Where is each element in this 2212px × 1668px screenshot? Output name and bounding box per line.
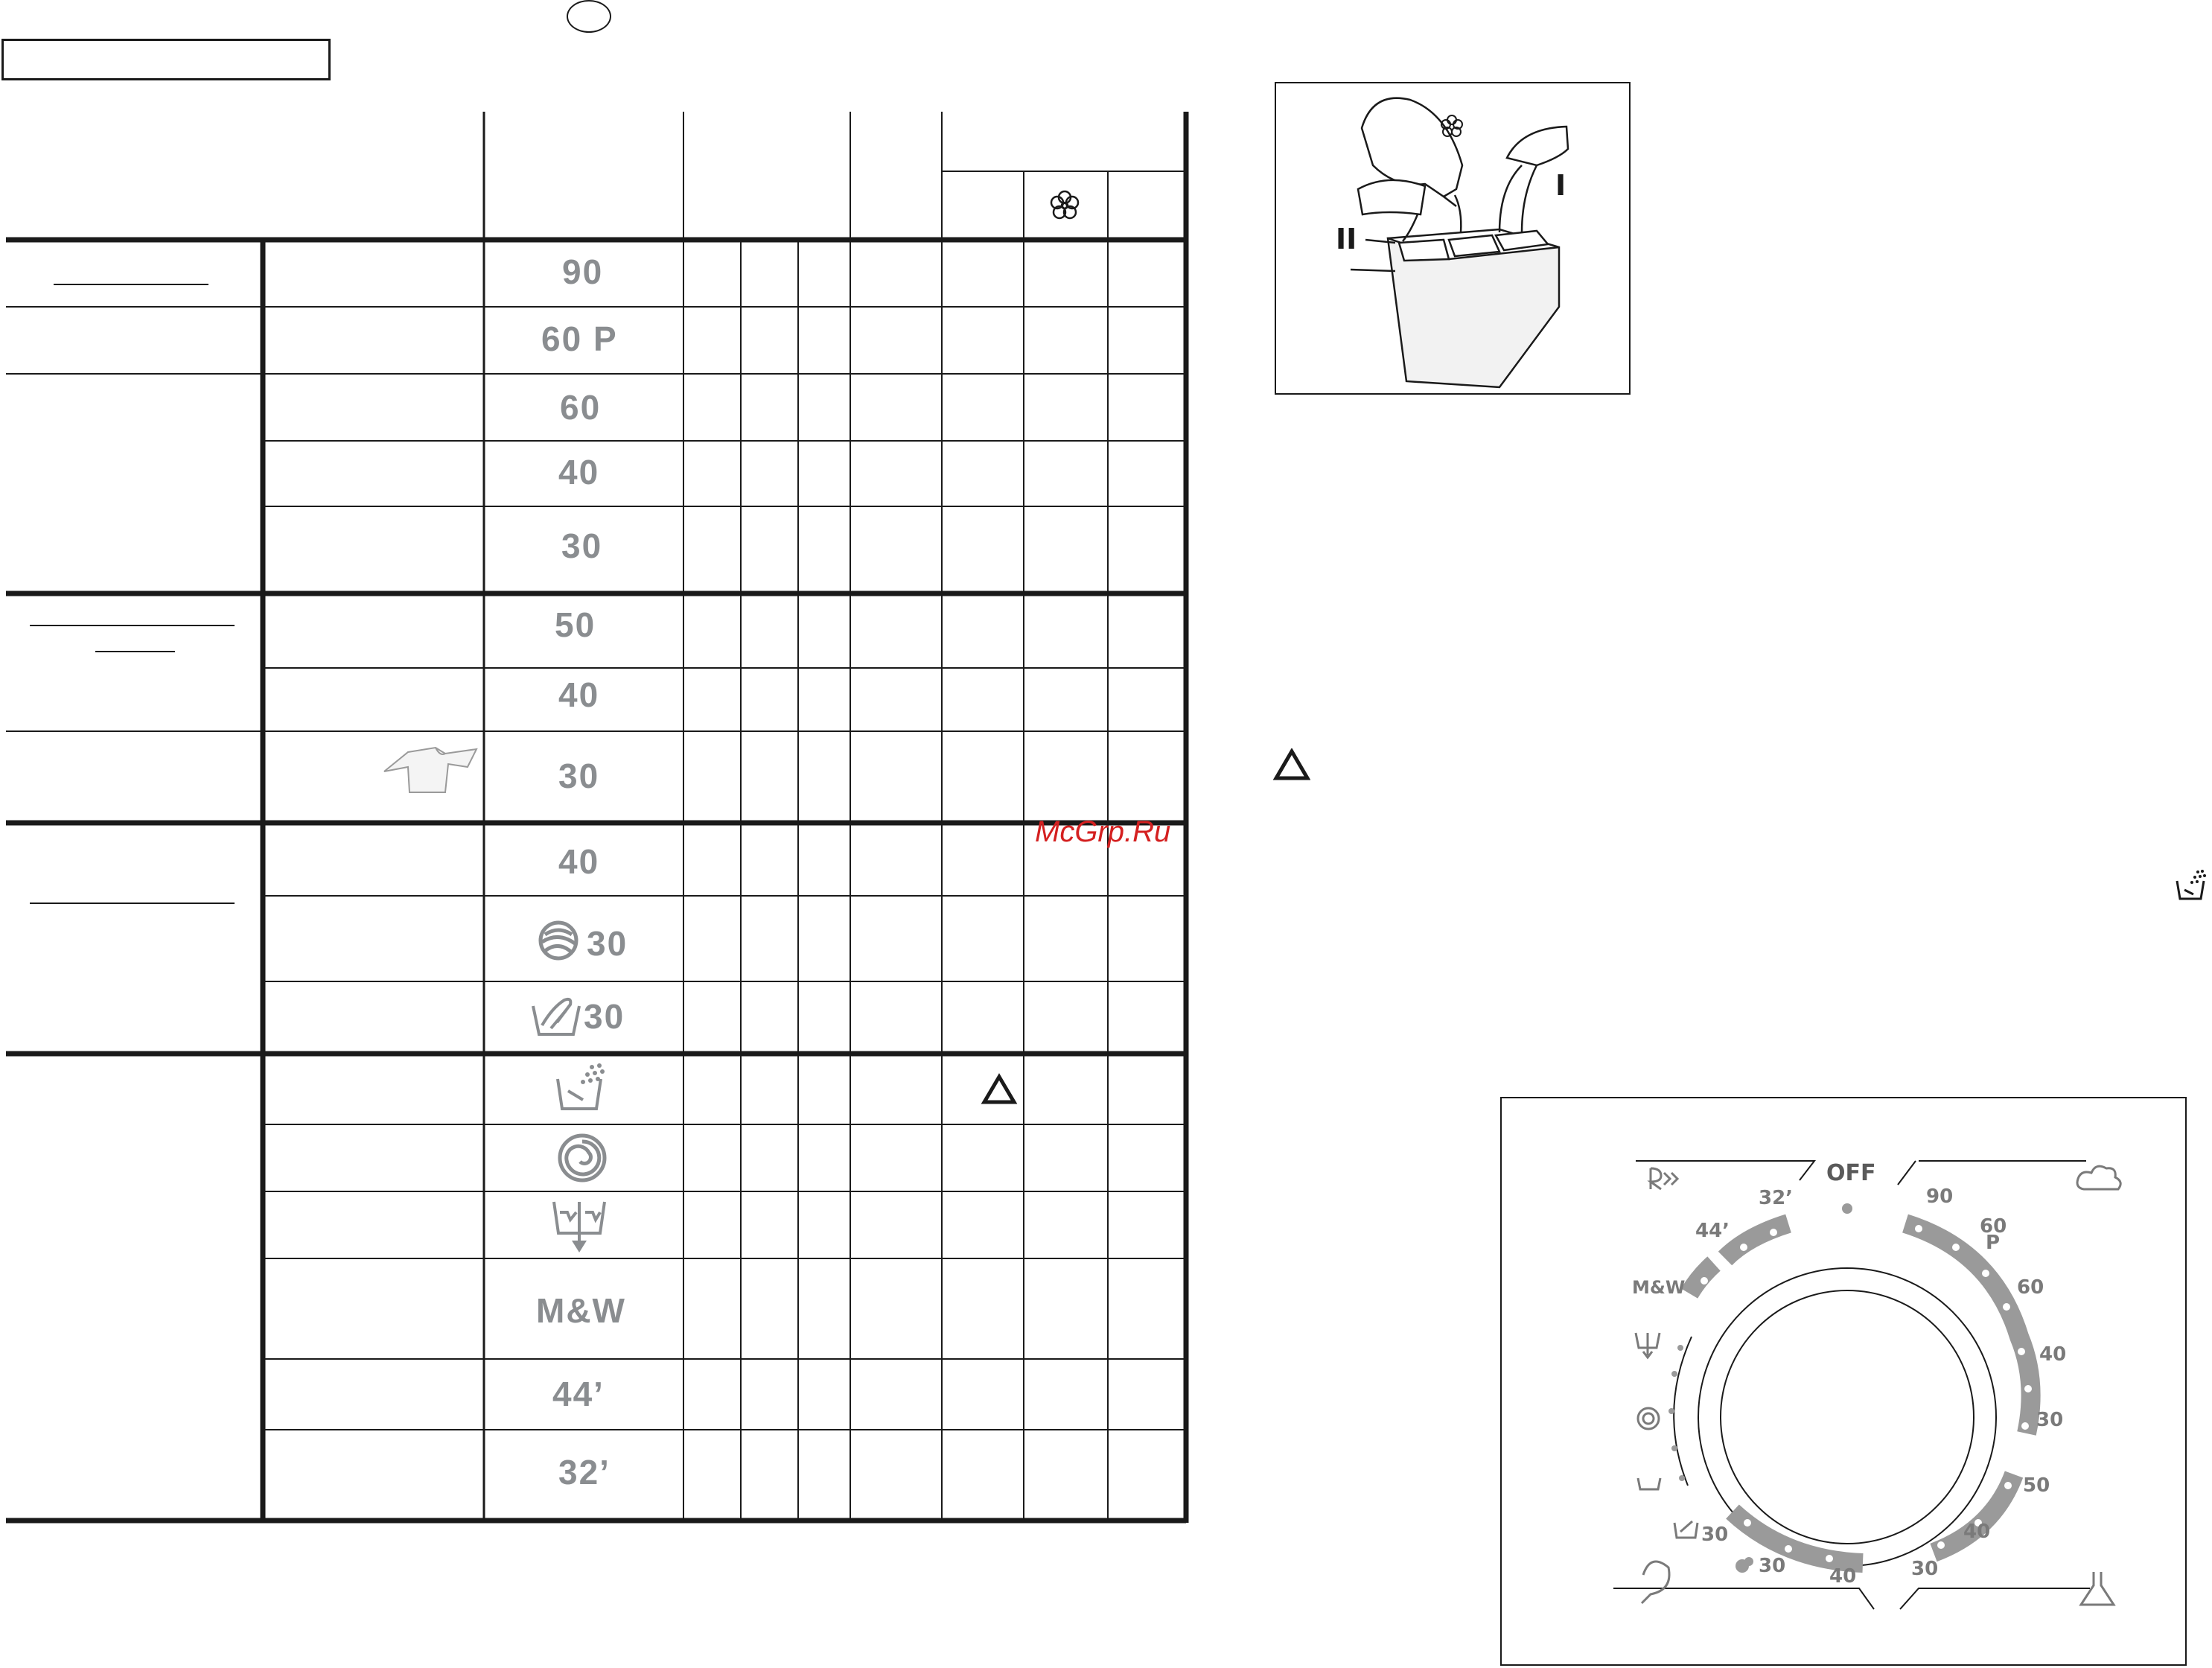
temperature-label: 44’ (552, 1375, 605, 1413)
svg-text:40: 40 (1829, 1565, 1857, 1588)
rinse-icon-small (2174, 868, 2208, 902)
cotton-cloud-icon (2077, 1166, 2120, 1189)
temperature-label: 30 (584, 997, 625, 1036)
svg-text:P: P (1986, 1232, 2001, 1254)
spin-icon (556, 1132, 608, 1184)
svg-text:30: 30 (1911, 1558, 1939, 1580)
svg-text:32’: 32’ (1759, 1187, 1794, 1209)
temperature-label: 50 (555, 605, 596, 644)
programme-dial[interactable] (1502, 1098, 2185, 1664)
drain-icon (1636, 1333, 1660, 1357)
svg-text:30: 30 (1701, 1524, 1729, 1546)
shirt-icon (384, 748, 476, 792)
svg-text:50: 50 (2023, 1474, 2050, 1497)
warning-triangle-icon (984, 1077, 1014, 1102)
temperature-label: 60 P (541, 319, 618, 358)
svg-text:90: 90 (1926, 1185, 1954, 1208)
dial-off-label: OFF (1826, 1160, 1876, 1186)
temperature-label: 32’ (558, 1453, 611, 1492)
temperature-label: 30 (561, 526, 603, 565)
temperature-label: 30 (558, 757, 600, 795)
eco-leaf-icon (1642, 1562, 1669, 1603)
rinse-icon (1638, 1478, 1660, 1489)
temperature-label: 40 (558, 675, 600, 714)
rapid-icon (1651, 1168, 1677, 1189)
svg-text:44’: 44’ (1695, 1220, 1730, 1242)
svg-text:30: 30 (2036, 1409, 2064, 1431)
temperature-label: 40 (558, 453, 600, 491)
flower-icon (1051, 191, 1078, 218)
svg-text:60: 60 (2017, 1276, 2044, 1299)
temperature-label: 60 (560, 388, 602, 427)
detergent-drawer-illustration (1275, 82, 1631, 395)
watermark: McGrp.Ru (1035, 815, 1171, 848)
wool-icon (536, 918, 581, 963)
svg-text:40: 40 (1963, 1521, 1991, 1543)
wool-icon (1736, 1557, 1753, 1573)
temperature-label: 30 (587, 924, 628, 963)
programme-dial-panel (1500, 1097, 2187, 1666)
svg-text:60: 60 (1980, 1215, 2007, 1238)
hand-wash-icon (530, 993, 582, 1039)
drain-icon (551, 1197, 611, 1257)
svg-text:30: 30 (1759, 1555, 1786, 1577)
temperature-label: M&W (536, 1291, 626, 1330)
compartment-one-label: I (1555, 169, 1566, 202)
hand-wash-icon (1674, 1521, 1698, 1538)
svg-text:40: 40 (2039, 1343, 2067, 1366)
compartment-two-label: II (1336, 223, 1357, 255)
warning-triangle-icon (1273, 748, 1310, 781)
temperature-label: 90 (562, 252, 604, 291)
temperature-label: 40 (558, 842, 600, 881)
rinse-icon (553, 1061, 613, 1113)
svg-text:M&W: M&W (1632, 1277, 1686, 1298)
spin-icon (1638, 1408, 1659, 1429)
